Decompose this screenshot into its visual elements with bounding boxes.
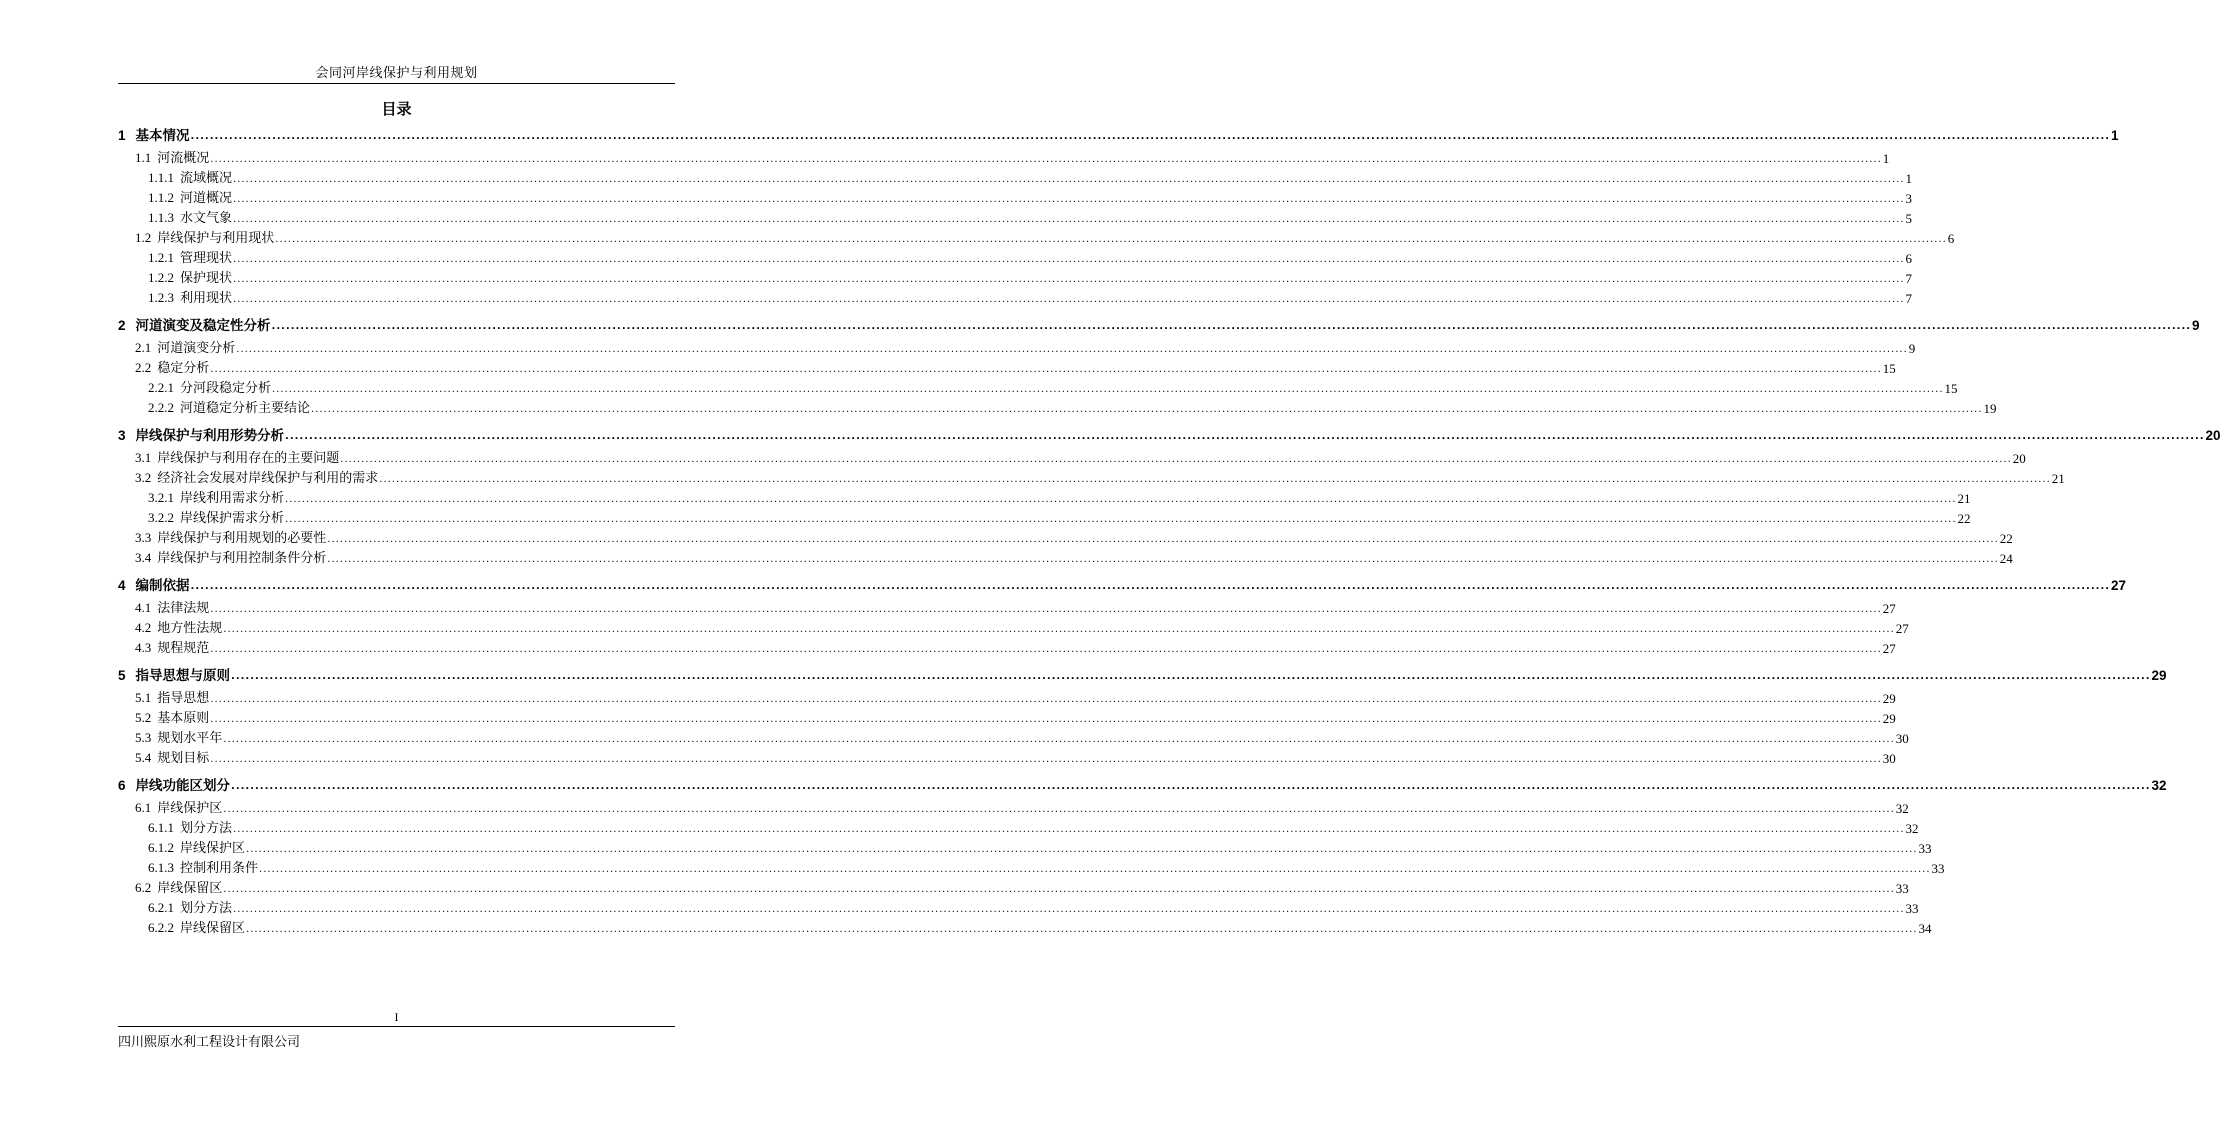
toc-entry-number: 4.2 [135, 620, 152, 635]
toc-leader-dots: ................................................................................................................................................................................................................................................................................................................................................................................................................ [233, 274, 1905, 285]
toc-entry-page: 15 [1944, 381, 1958, 396]
toc-entry-page: 15 [1882, 361, 1896, 376]
toc-entry[interactable] [118, 898, 1919, 918]
toc-entry-label [118, 427, 284, 445]
toc-entry[interactable] [118, 598, 1896, 618]
toc-entry-title: 岸线功能区划分 [135, 778, 231, 794]
toc-entry-page: 29 [1882, 691, 1896, 706]
toc-entry-label [135, 749, 209, 768]
toc-entry-title: 岸线保护与利用规划的必要性 [157, 531, 327, 546]
toc-entry-title: 指导思想与原则 [135, 668, 231, 684]
toc-entry-page: 22 [1957, 511, 1971, 526]
toc-entry-page: 9 [2192, 318, 2200, 333]
toc-entry-page: 32 [2151, 778, 2167, 793]
toc-entry-title: 岸线保护区 [180, 841, 246, 856]
toc-entry-number: 4.1 [135, 600, 152, 615]
toc-leader-dots: ................................................................................................................................................................................................................................................................................................................................................................................................................ [210, 154, 1882, 165]
toc-entry-title: 控制利用条件 [180, 861, 259, 876]
toc-entry-page: 6 [1947, 231, 1955, 246]
toc-entry-page: 33 [1931, 861, 1945, 876]
toc-leader-dots: ................................................................................................................................................................................................................................................................................................................................................................................................................ [246, 924, 1918, 935]
toc-entry-page: 30 [1882, 751, 1896, 766]
toc-entry-label [135, 529, 326, 548]
toc-entry-label [148, 859, 258, 878]
toc-leader-dots: ................................................................................................................................................................................................................................................................................................................................................................................................................ [272, 384, 1944, 395]
toc-entry-label [135, 729, 222, 748]
toc-entry-title: 地方性法规 [157, 621, 223, 636]
toc-leader-dots: ................................................................................................................................................................................................................................................................................................................................................................................................................ [327, 534, 1999, 545]
toc-entry-title: 编制依据 [135, 578, 190, 594]
toc-leader-dots: ................................................................................................................................................................................................................................................................................................................................................................................................................ [210, 694, 1882, 705]
toc-entry-number: 1.2.1 [148, 250, 174, 265]
running-header-title: 会同河岸线保护与利用规划 [315, 66, 478, 81]
toc-entry[interactable] [118, 398, 1997, 418]
toc-entry[interactable] [118, 358, 1896, 378]
toc-entry[interactable] [118, 573, 2127, 595]
toc-entry[interactable] [118, 618, 1909, 638]
toc-entry[interactable] [118, 838, 1932, 858]
toc-entry-label [135, 799, 222, 818]
toc-entry-number: 3 [118, 428, 126, 443]
toc-entry-number: 6.2 [135, 880, 152, 895]
toc-entry-page: 21 [2051, 471, 2065, 486]
toc-entry-number: 5.1 [135, 690, 152, 705]
toc-entry[interactable] [118, 798, 1909, 818]
toc-heading: 目录 [381, 100, 412, 118]
toc-entry-title: 河流概况 [157, 151, 210, 166]
toc-entry-label [118, 667, 230, 685]
toc-entry-number: 6.1.3 [148, 860, 174, 875]
toc-entry-page: 30 [1895, 731, 1909, 746]
toc-entry[interactable] [118, 748, 1896, 768]
toc-entry-title: 指导思想 [157, 691, 210, 706]
toc-entry-page: 27 [1895, 621, 1909, 636]
toc-entry-number: 1.1 [135, 150, 152, 165]
toc-leader-dots: ................................................................................................................................................................................................................................................................................................................................................................................................................ [223, 884, 1895, 895]
toc-leader-dots: ................................................................................................................................................................................................................................................................................................................................................................................................................ [285, 431, 2205, 442]
toc-leader-dots: ................................................................................................................................................................................................................................................................................................................................................................................................................ [190, 581, 2111, 592]
toc-entry-page: 21 [1957, 491, 1971, 506]
toc-leader-dots: ................................................................................................................................................................................................................................................................................................................................................................................................................ [210, 754, 1882, 765]
toc-entry[interactable] [118, 508, 1971, 528]
toc-entry-title: 河道稳定分析主要结论 [180, 401, 311, 416]
toc-entry[interactable] [118, 148, 1890, 168]
toc-entry-number: 6.2.1 [148, 900, 174, 915]
footer-rule [118, 1026, 675, 1027]
toc-entry-page: 33 [1895, 881, 1909, 896]
toc-entry-page: 7 [1905, 271, 1912, 286]
toc-entry-title: 规程规范 [157, 641, 210, 656]
toc-entry-page: 1 [1905, 171, 1912, 186]
toc-entry[interactable] [118, 818, 1919, 838]
toc-entry-label [135, 549, 326, 568]
toc-entry-number: 1.2.3 [148, 290, 174, 305]
toc-leader-dots: ................................................................................................................................................................................................................................................................................................................................................................................................................ [223, 804, 1895, 815]
toc-entry[interactable] [118, 268, 1912, 288]
toc-entry-number: 2 [118, 318, 126, 333]
toc-entry-title: 水文气象 [180, 211, 233, 226]
toc-entry-label [118, 317, 271, 335]
toc-leader-dots: ................................................................................................................................................................................................................................................................................................................................................................................................................ [233, 904, 1905, 915]
toc-entry-number: 1.2.2 [148, 270, 174, 285]
toc-entry-page: 9 [1908, 341, 1916, 356]
toc-entry-number: 3.4 [135, 550, 152, 565]
toc-entry[interactable] [118, 728, 1909, 748]
toc-leader-dots: ................................................................................................................................................................................................................................................................................................................................................................................................................ [233, 194, 1905, 205]
toc-entry-number: 1.1.3 [148, 210, 174, 225]
toc-entry-label [148, 399, 310, 418]
toc-entry[interactable] [118, 918, 1932, 938]
toc-entry[interactable] [118, 773, 2167, 795]
toc-entry-title: 河道概况 [180, 191, 233, 206]
toc-leader-dots: ................................................................................................................................................................................................................................................................................................................................................................................................................ [233, 294, 1905, 305]
toc-entry-title: 河道演变分析 [157, 341, 236, 356]
toc-entry-page: 20 [2012, 451, 2026, 466]
toc-entry-number: 4 [118, 578, 126, 593]
toc-leader-dots: ................................................................................................................................................................................................................................................................................................................................................................................................................ [259, 864, 1931, 875]
toc-entry-label [135, 639, 209, 658]
toc-entry-title: 岸线保护需求分析 [180, 511, 285, 526]
toc-leader-dots: ................................................................................................................................................................................................................................................................................................................................................................................................................ [210, 364, 1882, 375]
toc-entry-number: 6.2.2 [148, 920, 174, 935]
toc-entry-page: 29 [1882, 711, 1896, 726]
toc-entry[interactable] [118, 228, 1955, 248]
toc-entry-label [148, 209, 232, 228]
toc-leader-dots: ................................................................................................................................................................................................................................................................................................................................................................................................................ [233, 174, 1905, 185]
toc-leader-dots: ................................................................................................................................................................................................................................................................................................................................................................................................................ [223, 734, 1895, 745]
toc-entry[interactable] [118, 878, 1909, 898]
toc-entry[interactable] [118, 188, 1912, 208]
toc-entry[interactable] [118, 488, 1971, 508]
toc-entry-title: 岸线保护与利用控制条件分析 [157, 551, 327, 566]
toc-entry-label [135, 619, 222, 638]
toc-entry-label [148, 289, 232, 308]
toc-entry[interactable] [118, 123, 2119, 145]
toc-entry-number: 6.1.1 [148, 820, 174, 835]
toc-leader-dots: ................................................................................................................................................................................................................................................................................................................................................................................................................ [236, 344, 1908, 355]
toc-entry-label [135, 689, 209, 708]
toc-leader-dots: ................................................................................................................................................................................................................................................................................................................................................................................................................ [223, 624, 1895, 635]
toc-leader-dots: ................................................................................................................................................................................................................................................................................................................................................................................................................ [246, 844, 1918, 855]
toc-entry-number: 2.2.1 [148, 380, 174, 395]
toc-leader-dots: ................................................................................................................................................................................................................................................................................................................................................................................................................ [285, 494, 1957, 505]
toc-entry-title: 管理现状 [180, 251, 233, 266]
toc-leader-dots: ................................................................................................................................................................................................................................................................................................................................................................................................................ [327, 554, 1999, 565]
toc-entry-title: 稳定分析 [157, 361, 210, 376]
toc-entry-title: 分河段稳定分析 [180, 381, 272, 396]
toc-entry[interactable] [118, 168, 1912, 188]
toc-entry[interactable] [118, 423, 2221, 445]
toc-entry-title: 岸线保护与利用形势分析 [135, 428, 285, 444]
toc-entry-page: 27 [1882, 641, 1896, 656]
toc-entry-page: 5 [1905, 211, 1912, 226]
toc-leader-dots: ................................................................................................................................................................................................................................................................................................................................................................................................................ [275, 234, 1947, 245]
toc-entry[interactable] [118, 688, 1896, 708]
toc-entry-label [135, 229, 274, 248]
toc-entry-page: 7 [1905, 291, 1912, 306]
toc-entry-page: 3 [1905, 191, 1912, 206]
toc-entry-page: 33 [1905, 901, 1919, 916]
toc-entry-title: 流域概况 [180, 171, 233, 186]
toc-entry-number: 3.2.2 [148, 510, 174, 525]
toc-leader-dots: ................................................................................................................................................................................................................................................................................................................................................................................................................ [379, 474, 2051, 485]
toc-entry-title: 岸线保留区 [180, 921, 246, 936]
toc-entry-title: 岸线保护与利用现状 [157, 231, 275, 246]
toc-entry-number: 5.3 [135, 730, 152, 745]
toc-entry[interactable] [118, 638, 1896, 658]
toc-entry-title: 保护现状 [180, 271, 233, 286]
toc-leader-dots: ................................................................................................................................................................................................................................................................................................................................................................................................................ [233, 214, 1905, 225]
toc-entry-title: 规划目标 [157, 751, 210, 766]
toc-entry-page: 1 [1882, 151, 1890, 166]
toc-entry-label [148, 189, 232, 208]
toc-entry-label [135, 339, 235, 358]
toc-entry-title: 基本情况 [135, 128, 190, 144]
toc-entry-page: 33 [1918, 841, 1932, 856]
toc-entry-number: 6.1 [135, 800, 152, 815]
toc-entry-title: 划分方法 [180, 901, 233, 916]
toc-entry-label [135, 469, 378, 488]
toc-entry-number: 5.4 [135, 750, 152, 765]
toc-entry-title: 规划水平年 [157, 731, 223, 746]
toc-entry-label [135, 599, 209, 618]
toc-entry-number: 6.1.2 [148, 840, 174, 855]
toc-entry-label [148, 819, 232, 838]
toc-entry-number: 1.1.1 [148, 170, 174, 185]
footer-company-name: 四川熙原水利工程设计有限公司 [118, 1035, 301, 1050]
toc-leader-dots: ................................................................................................................................................................................................................................................................................................................................................................................................................ [271, 321, 2192, 332]
toc-entry-label [148, 379, 271, 398]
toc-entry[interactable] [118, 663, 2167, 685]
toc-entry-page: 27 [2111, 578, 2127, 593]
toc-entry-label [148, 919, 245, 938]
toc-entry[interactable] [118, 468, 2065, 488]
toc-leader-dots: ................................................................................................................................................................................................................................................................................................................................................................................................................ [340, 454, 2012, 465]
toc-entry-number: 1 [118, 128, 126, 143]
toc-leader-dots: ................................................................................................................................................................................................................................................................................................................................................................................................................ [311, 404, 1983, 415]
toc-entry-title: 岸线利用需求分析 [180, 491, 285, 506]
toc-entry-number: 3.1 [135, 450, 152, 465]
toc-entry-title: 划分方法 [180, 821, 233, 836]
toc-entry[interactable] [118, 338, 1916, 358]
toc-entry-number: 1.1.2 [148, 190, 174, 205]
toc-entry-page: 24 [1999, 551, 2013, 566]
toc-entry-title: 岸线保护区 [157, 801, 223, 816]
toc-leader-dots: ................................................................................................................................................................................................................................................................................................................................................................................................................ [210, 644, 1882, 655]
toc-entry-page: 27 [1882, 601, 1896, 616]
toc-entry-label [148, 839, 245, 858]
toc-entry[interactable] [118, 288, 1912, 308]
toc-entry-number: 3.2 [135, 470, 152, 485]
toc-entry-label [148, 489, 284, 508]
toc-entry-label [118, 577, 190, 595]
toc-entry[interactable] [118, 858, 1945, 878]
footer-page-number: I [394, 1010, 399, 1024]
toc-entry[interactable] [118, 448, 2026, 468]
toc-entry-label [118, 777, 230, 795]
toc-leader-dots: ................................................................................................................................................................................................................................................................................................................................................................................................................ [190, 131, 2111, 142]
toc-entry-number: 4.3 [135, 640, 152, 655]
toc-entry-label [118, 127, 190, 145]
toc-entry-page: 20 [2205, 428, 2221, 443]
toc-entry-page: 1 [2111, 128, 2119, 143]
toc-entry-title: 河道演变及稳定性分析 [135, 318, 271, 334]
toc-entry[interactable] [118, 208, 1912, 228]
toc-entry-page: 22 [1999, 531, 2013, 546]
toc-entry-title: 法律法规 [157, 601, 210, 616]
toc-entry-number: 2.2 [135, 360, 152, 375]
toc-entry-label [148, 509, 284, 528]
toc-entry-label [135, 359, 209, 378]
toc-entry-label [135, 149, 209, 168]
toc-entry-number: 3.3 [135, 530, 152, 545]
toc-entry-number: 6 [118, 778, 126, 793]
toc-entry-page: 6 [1905, 251, 1912, 266]
toc-entry-page: 32 [1905, 821, 1919, 836]
toc-entry-label [135, 879, 222, 898]
toc-entry[interactable] [118, 378, 1958, 398]
toc-leader-dots: ................................................................................................................................................................................................................................................................................................................................................................................................................ [231, 781, 2151, 792]
toc-leader-dots: ................................................................................................................................................................................................................................................................................................................................................................................................................ [210, 604, 1882, 615]
toc-entry-label [148, 169, 232, 188]
toc-entry-label [135, 709, 209, 728]
toc-entry-title: 经济社会发展对岸线保护与利用的需求 [157, 471, 379, 486]
toc-entry-number: 2.2.2 [148, 400, 174, 415]
toc-entry-title: 基本原则 [157, 711, 210, 726]
toc-entry[interactable] [118, 548, 2013, 568]
toc-entry-number: 5 [118, 668, 126, 683]
toc-entry-number: 1.2 [135, 230, 152, 245]
table-of-contents [118, 118, 2221, 938]
toc-leader-dots: ................................................................................................................................................................................................................................................................................................................................................................................................................ [285, 514, 1957, 525]
toc-entry[interactable] [118, 528, 2013, 548]
toc-leader-dots: ................................................................................................................................................................................................................................................................................................................................................................................................................ [210, 714, 1882, 725]
toc-leader-dots: ................................................................................................................................................................................................................................................................................................................................................................................................................ [231, 671, 2151, 682]
toc-leader-dots: ................................................................................................................................................................................................................................................................................................................................................................................................................ [233, 824, 1905, 835]
toc-entry-page: 29 [2151, 668, 2167, 683]
toc-entry-page: 34 [1918, 921, 1932, 936]
toc-entry-label [135, 449, 339, 468]
toc-entry[interactable] [118, 248, 1912, 268]
toc-entry-title: 岸线保留区 [157, 881, 223, 896]
toc-entry-number: 3.2.1 [148, 490, 174, 505]
toc-entry-number: 2.1 [135, 340, 152, 355]
toc-entry-label [148, 899, 232, 918]
toc-entry-page: 19 [1983, 401, 1997, 416]
toc-entry[interactable] [118, 313, 2200, 335]
toc-entry-label [148, 249, 232, 268]
toc-entry-page: 32 [1895, 801, 1909, 816]
toc-leader-dots: ................................................................................................................................................................................................................................................................................................................................................................................................................ [233, 254, 1905, 265]
toc-entry-number: 5.2 [135, 710, 152, 725]
toc-entry-label [148, 269, 232, 288]
toc-entry-title: 利用现状 [180, 291, 233, 306]
toc-entry-title: 岸线保护与利用存在的主要问题 [157, 451, 340, 466]
header-rule [118, 83, 675, 84]
toc-entry[interactable] [118, 708, 1896, 728]
